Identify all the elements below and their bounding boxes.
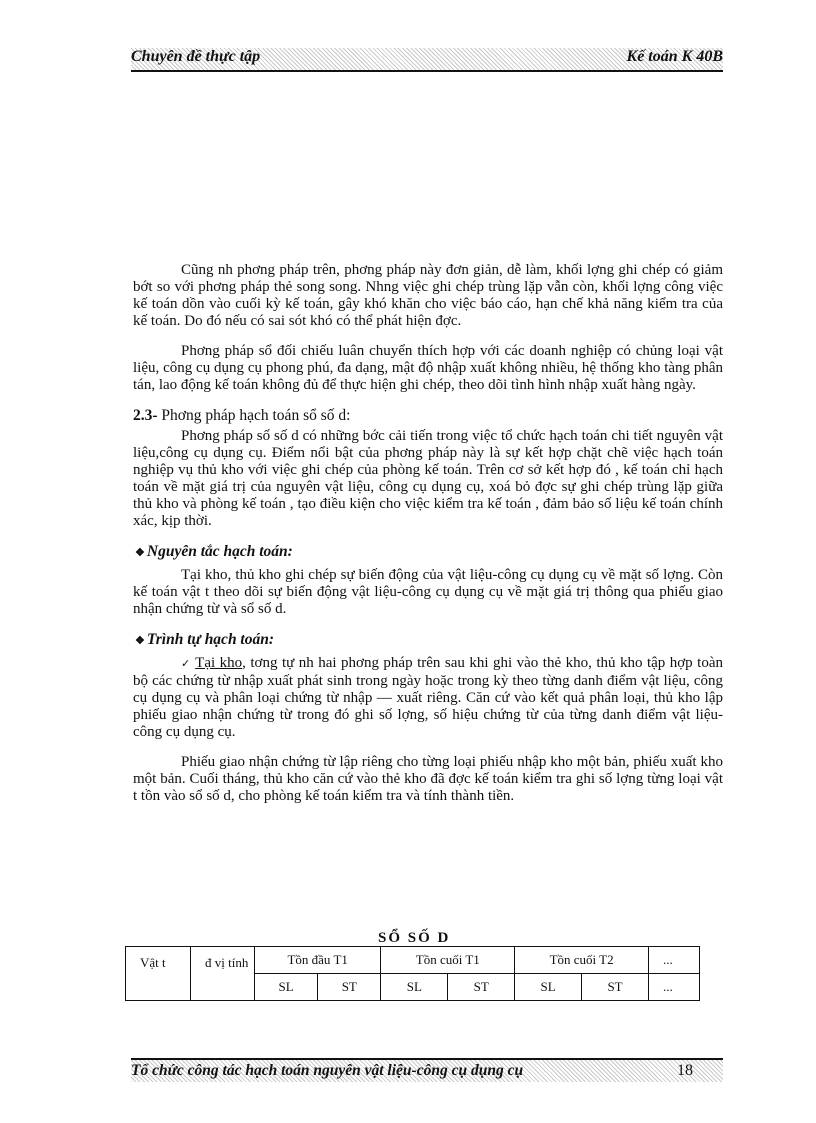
group-header: Tồn đầu T1 xyxy=(255,947,381,974)
sub-header: ST xyxy=(318,974,381,1001)
subheading-nguyen-tac: ❖ Nguyên tắc hạch toán: xyxy=(135,543,293,560)
sub-header: ST xyxy=(582,974,649,1001)
diamond-bullet-icon: ❖ xyxy=(135,635,145,647)
section-title: Phơng pháp hạch toán sổ số d: xyxy=(161,407,351,424)
col-header-vat-tu: Vật t xyxy=(126,947,191,1001)
header-left: Chuyên đề thực tập xyxy=(131,48,261,65)
table-title: SỔ SỐ D xyxy=(378,930,451,946)
paragraph: Phiếu giao nhận chứng từ lập riêng cho từng loại phiếu nhập kho một bản, phiếu xuất kho một bản. Cuối tháng, thủ kho căn cứ vào thẻ kho đã đợc kế toán kiểm tra ghi số lợng từng loại vật t tồn vào sổ số d, cho phòng kế toán kiểm tra và tính thành tiền. xyxy=(133,754,723,804)
checkmark-icon: ✓ xyxy=(181,658,191,670)
group-header: ... xyxy=(649,947,700,974)
sub-header: SL xyxy=(515,974,582,1001)
footer-title: Tổ chức công tác hạch toán nguyên vật liệu-công cụ dụng cụ xyxy=(131,1062,524,1079)
group-header: Tồn cuối T2 xyxy=(515,947,649,974)
group-header: Tồn cuối T1 xyxy=(381,947,515,974)
paragraph: ✓ Tại kho, tơng tự nh hai phơng pháp trên sau khi ghi vào thẻ kho, thủ kho tập hợp toàn bộ các chứng từ nhập xuất phát sinh trong ngày hoặc trong kỳ theo từng danh điểm vật liệu, công cụ dụng cụ và phân loại chứng từ nhập — xuất riêng. Căn cứ vào kết quả phân loại, thủ kho lập phiếu giao nhận chứng từ trong đó ghi số lợng, số hiệu chứng từ của từng danh điểm vật liệu-công cụ dụng cụ. xyxy=(133,655,723,740)
header-right: Kế toán K 40B xyxy=(626,48,723,65)
section-heading xyxy=(133,407,723,424)
diamond-bullet-icon: ❖ xyxy=(135,547,145,559)
sub-header: SL xyxy=(381,974,448,1001)
page-header xyxy=(131,48,723,72)
page-footer xyxy=(131,1058,723,1082)
page-number: 18 xyxy=(677,1062,693,1079)
document-body xyxy=(133,262,723,818)
paragraph: Tại kho, thủ kho ghi chép sự biến động của vật liệu-công cụ dụng cụ về mặt số lợng. Còn kế toán vật t theo dõi sự biến động vật liệu-công cụ dụng cụ về mặt giá trị thông qua phiếu giao nhận chứng từ và sổ số d. xyxy=(133,567,723,617)
paragraph: Cũng nh phơng pháp trên, phơng pháp này đơn giản, dễ làm, khối lợng ghi chép có giảm bớt so với phơng pháp thẻ song song. Nhng việc ghi chép trùng lặp vẫn còn, khối lợng công việc kế toán dồn vào cuối kỳ kế toán, gây khó khăn cho việc báo cáo, hạn chế khả năng kiểm tra của kế toán. Do đó nếu có sai sót khó có thể phát hiện đợc. xyxy=(133,262,723,329)
col-header-dvt: đ vị tính xyxy=(191,947,255,1001)
sub-header: SL xyxy=(255,974,318,1001)
section-number: 2.3- xyxy=(133,407,158,424)
paragraph: Phơng pháp sổ số d có những bớc cải tiến trong việc tổ chức hạch toán chi tiết nguyên vật liệu,công cụ dụng cụ. Điểm nổi bật của phơng pháp này là sự kết hợp chặt chẽ việc hạch toán nghiệp vụ thủ kho với việc ghi chép của phòng kế toán. Trên cơ sở kết hợp đó , kế toán chỉ hạch toán về mặt giá trị của nguyên vật liệu, công cụ dụng cụ, xoá bỏ đợc sự ghi chép trùng lặp giữa thủ kho và phòng kế toán , tạo điều kiện cho việc kiểm tra kế toán , đảm bảo số liệu kế toán chính xác, kịp thời. xyxy=(133,428,723,529)
paragraph: Phơng pháp sổ đối chiếu luân chuyển thích hợp với các doanh nghiệp có chủng loại vật liệu, công cụ dụng cụ phong phú, đa dạng, mật độ nhập xuất không nhiều, hệ thống kho tàng phân tán, lao động kế toán không đủ để thực hiện ghi chép, theo dõi tình hình nhập xuất hàng ngày. xyxy=(133,343,723,393)
so-so-du-table xyxy=(125,946,700,1001)
sub-header: ST xyxy=(448,974,515,1001)
subheading-trinh-tu: ❖ Trình tự hạch toán: xyxy=(135,631,275,648)
underlined-lead: Tại kho xyxy=(195,655,243,671)
sub-header: ... xyxy=(649,974,700,1001)
